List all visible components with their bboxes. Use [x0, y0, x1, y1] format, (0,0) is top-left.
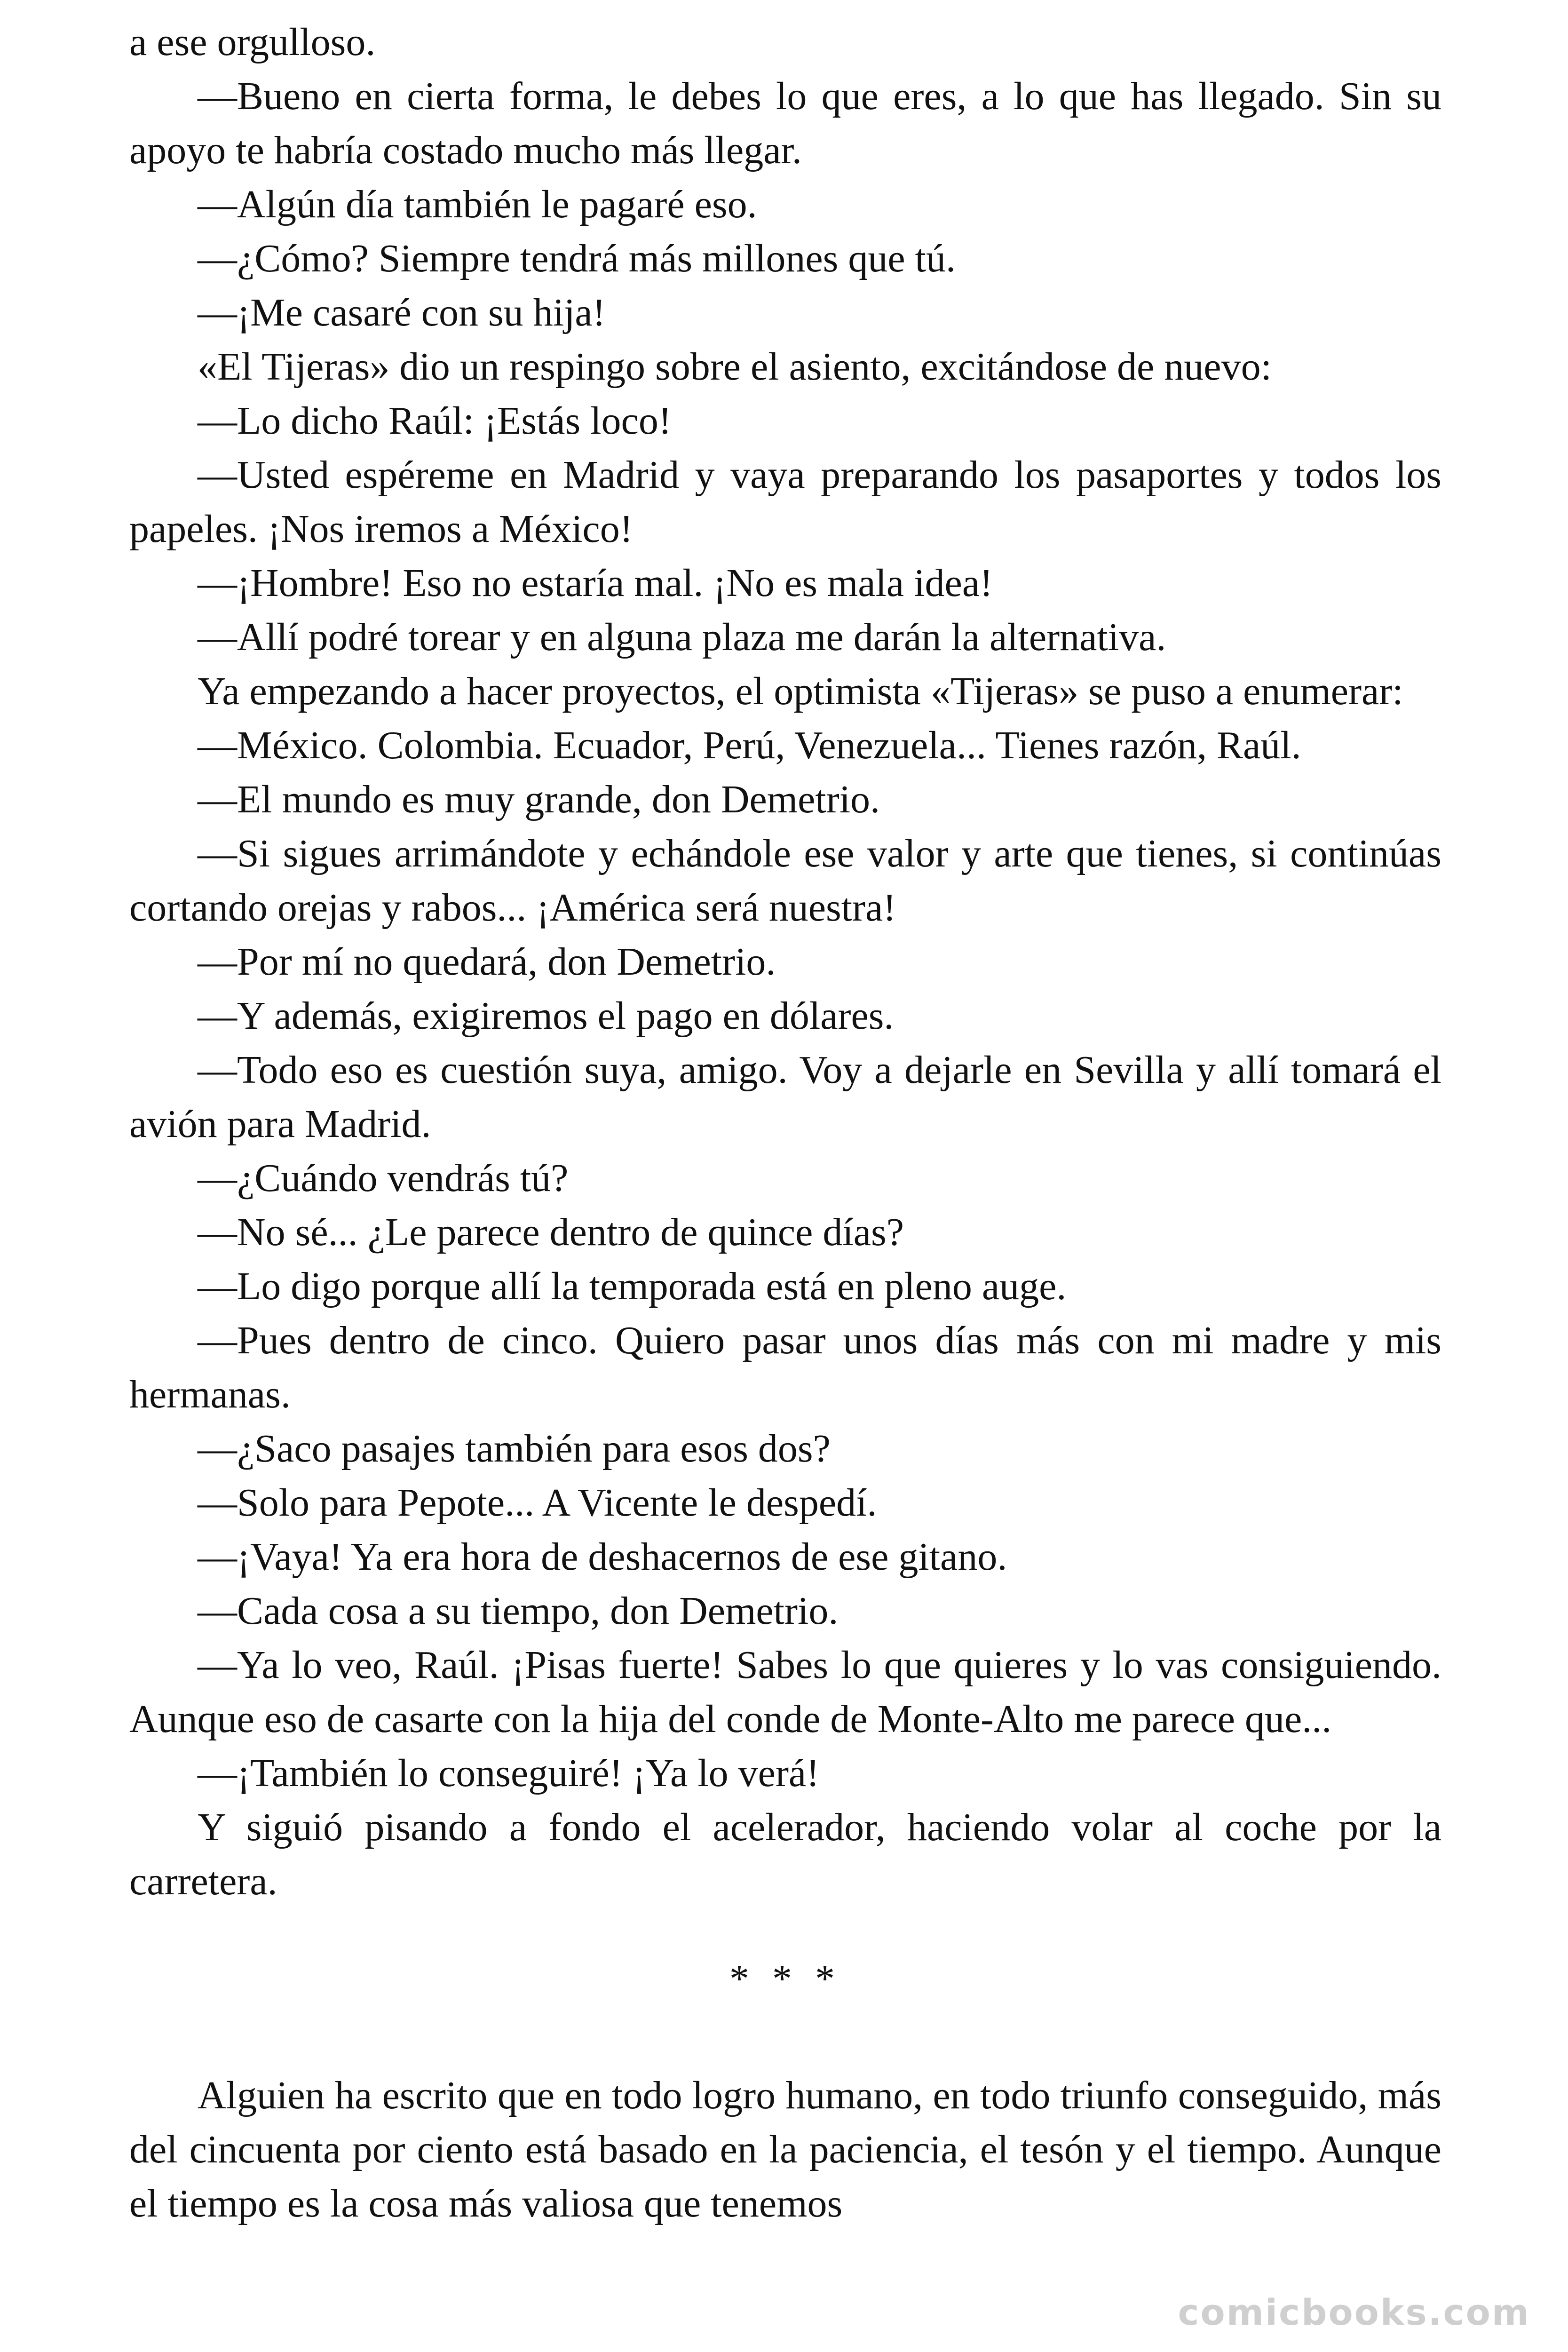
- paragraph: —Lo digo porque allí la temporada está en pleno auge.: [198, 1264, 1067, 1308]
- paragraph: —¿Saco pasajes también para esos dos?: [198, 1427, 831, 1470]
- paragraph: —¡Hombre! Eso no estaría mal. ¡No es mala idea!: [198, 561, 993, 605]
- paragraph: «El Tijeras» dio un respingo sobre el asiento, excitándose de nuevo:: [198, 345, 1272, 389]
- paragraph: —Algún día también le pagaré eso.: [198, 183, 757, 226]
- paragraph: —Pues dentro de cinco. Quiero pasar unos días más con mi madre y mis hermanas.: [129, 1319, 1441, 1416]
- paragraph: —Ya lo veo, Raúl. ¡Pisas fuerte! Sabes lo que quieres y lo vas consiguiendo. Aunque eso de casarte con la hija del conde de Monte-Alto me parece que...: [129, 1643, 1441, 1741]
- paragraph: —Allí podré torear y en alguna plaza me darán la alternativa.: [198, 615, 1166, 659]
- section-separator: * * *: [729, 1957, 841, 2001]
- paragraph: —Cada cosa a su tiempo, don Demetrio.: [198, 1589, 839, 1633]
- section-break: [129, 1908, 1441, 2068]
- paragraph: —Usted espéreme en Madrid y vaya preparando los pasaportes y todos los papeles. ¡Nos iremos a México!: [129, 453, 1441, 551]
- paragraph: —Bueno en cierta forma, le debes lo que eres, a lo que has llegado. Sin su apoyo te habría costado mucho más llegar.: [129, 74, 1441, 172]
- paragraph: —El mundo es muy grande, don Demetrio.: [198, 778, 880, 821]
- paragraph: —¿Cuándo vendrás tú?: [198, 1156, 569, 1200]
- paragraph: Y siguió pisando a fondo el acelerador, haciendo volar al coche por la carretera.: [129, 1805, 1441, 1903]
- paragraph: —¡Vaya! Ya era hora de deshacernos de ese gitano.: [198, 1535, 1007, 1579]
- paragraph: —Si sigues arrimándote y echándole ese valor y arte que tienes, si continúas cortando orejas y rabos... ¡América será nuestra!: [129, 832, 1441, 930]
- paragraph: —Solo para Pepote... A Vicente le despedí.: [198, 1481, 877, 1525]
- paragraph: —Todo eso es cuestión suya, amigo. Voy a dejarle en Sevilla y allí tomará el avión para Madrid.: [129, 1048, 1441, 1146]
- paragraphs-before-separator: [129, 15, 1441, 1908]
- paragraph: —Por mí no quedará, don Demetrio.: [198, 940, 776, 984]
- paragraph: —No sé... ¿Le parece dentro de quince días?: [198, 1210, 904, 1254]
- paragraph: —¡Me casaré con su hija!: [198, 291, 606, 334]
- watermark-text: comicbooks.com: [1178, 2291, 1530, 2333]
- paragraphs-after-separator: [129, 2068, 1441, 2231]
- paragraph: —Y además, exigiremos el pago en dólares.: [198, 994, 894, 1038]
- paragraph: —¿Cómo? Siempre tendrá más millones que tú.: [198, 237, 956, 280]
- paragraph: Alguien ha escrito que en todo logro humano, en todo triunfo conseguido, más del cincuenta por ciento está basado en la paciencia, el tesón y el tiempo. Aunque el tiempo es la cosa más valiosa que tenemos: [129, 2074, 1441, 2225]
- page-body-text: [129, 15, 1441, 2231]
- paragraph: —Lo dicho Raúl: ¡Estás loco!: [198, 399, 672, 443]
- paragraph: —México. Colombia. Ecuador, Perú, Venezuela... Tienes razón, Raúl.: [198, 723, 1301, 767]
- paragraph: Ya empezando a hacer proyectos, el optimista «Tijeras» se puso a enumerar:: [198, 669, 1403, 713]
- paragraph: a ese orgulloso.: [129, 20, 376, 64]
- paragraph: —¡También lo conseguiré! ¡Ya lo verá!: [198, 1751, 820, 1795]
